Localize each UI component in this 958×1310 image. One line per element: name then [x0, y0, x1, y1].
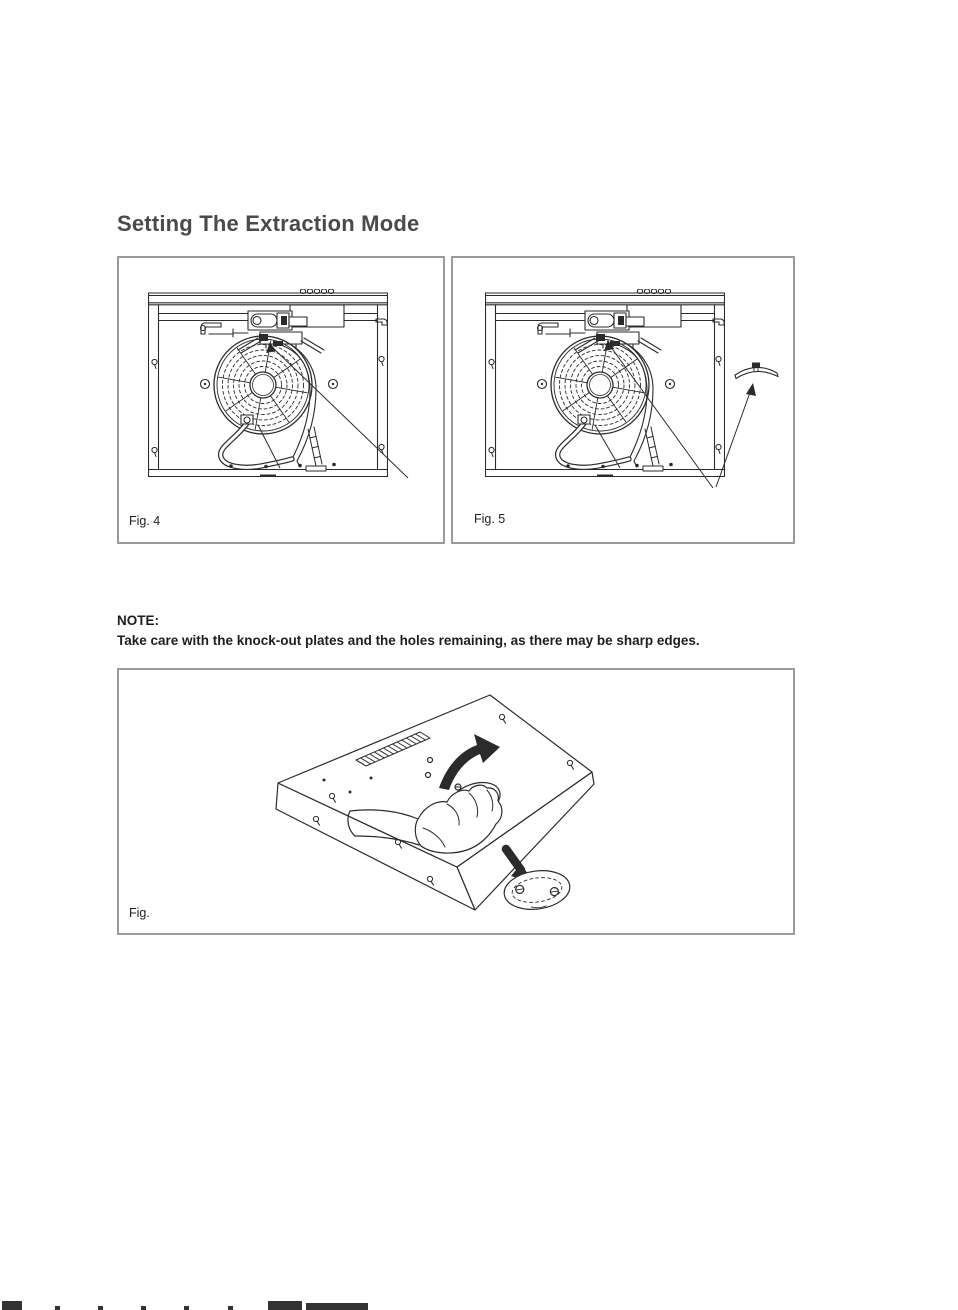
- figure-knockout-removal: [117, 668, 795, 935]
- page-title: Setting The Extraction Mode: [117, 211, 420, 236]
- truncated-footer-fragment: [0, 1301, 380, 1310]
- figure-caption: Fig. 4: [129, 514, 161, 528]
- deflector-part: [735, 363, 778, 379]
- knockout-plate-diagram: [119, 670, 789, 929]
- figure-caption: Fig. 5: [474, 512, 506, 526]
- figure-caption: Fig.: [129, 906, 150, 920]
- figure-4: [117, 256, 445, 544]
- deflector-arrowhead: [746, 383, 756, 396]
- hood-interior-diagram-fig4: [119, 258, 439, 538]
- figure-5: [451, 256, 795, 544]
- note-text: Take care with the knock-out plates and the holes remaining, as there may be sharp edges.: [117, 633, 700, 648]
- deflector-arrow-line: [716, 387, 752, 487]
- hood-interior-diagram-fig5: [453, 258, 789, 538]
- knockout-plate: [502, 867, 573, 914]
- note-block: [117, 611, 717, 651]
- note-label: NOTE:: [117, 613, 159, 628]
